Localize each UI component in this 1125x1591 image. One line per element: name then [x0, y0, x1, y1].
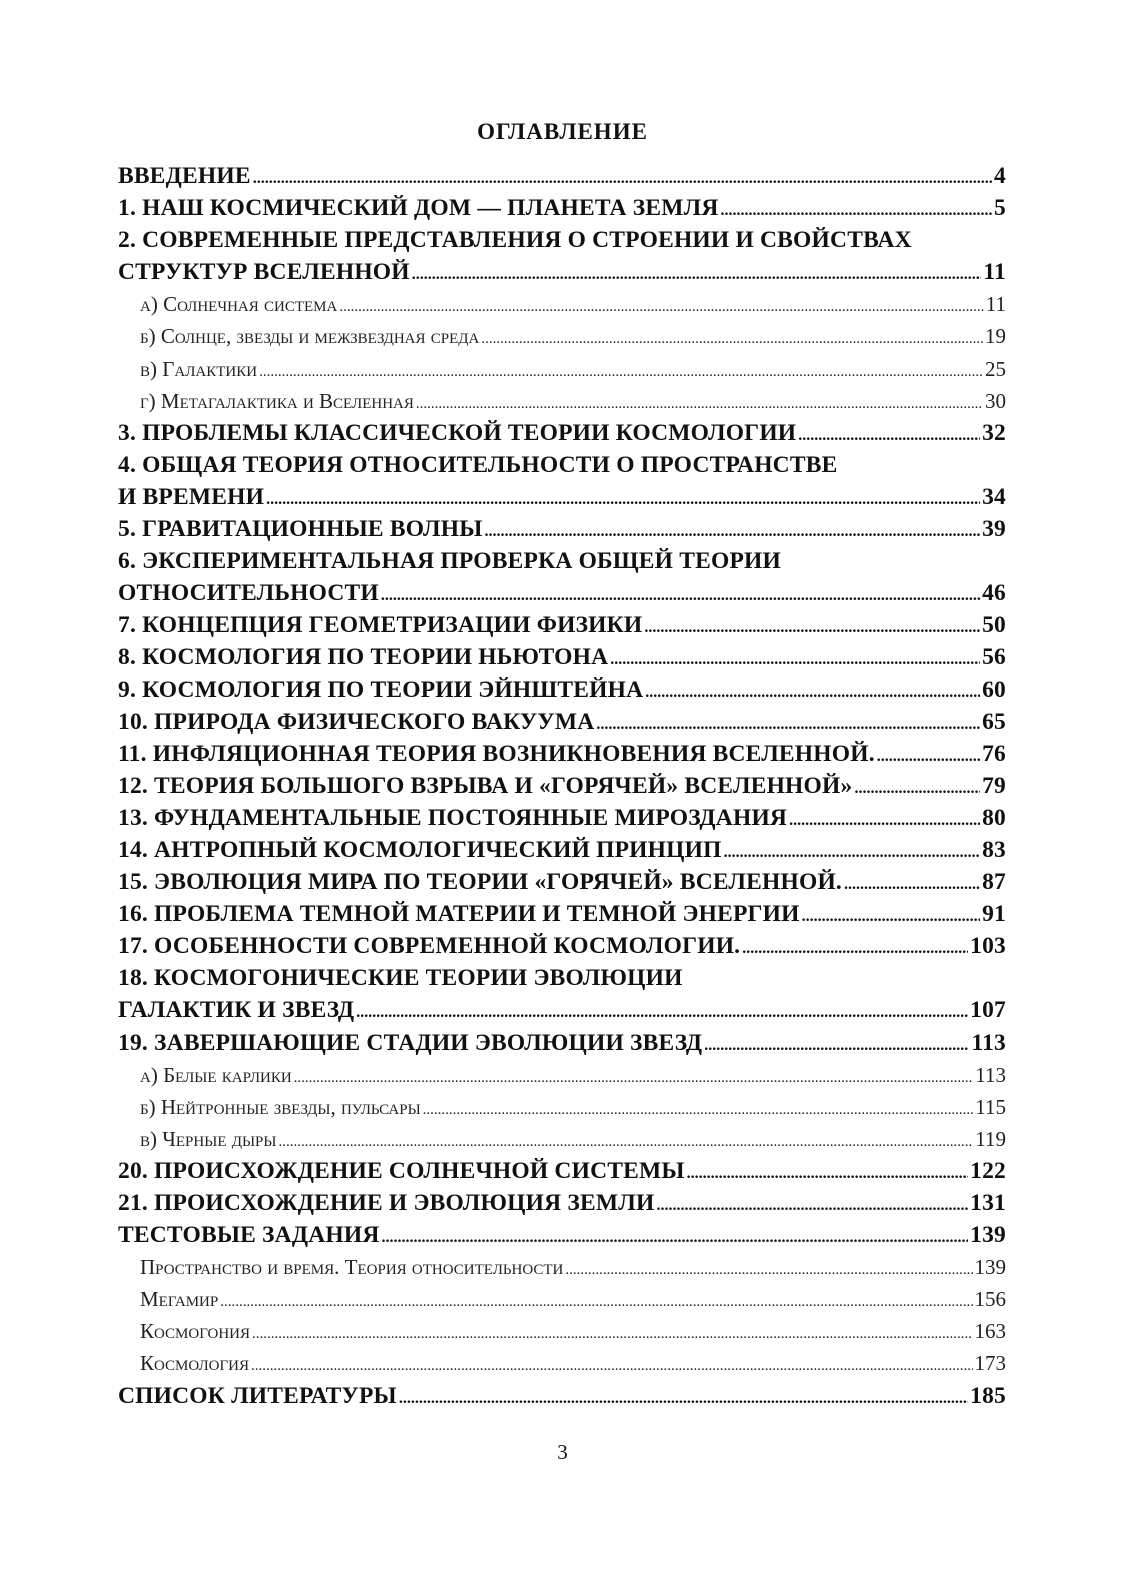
- toc-entry-label: 5. ГРАВИТАЦИОННЫЕ ВОЛНЫ: [118, 516, 483, 543]
- toc-entry-label: 2. СОВРЕМЕННЫЕ ПРЕДСТАВЛЕНИЯ О СТРОЕНИИ И СВОЙСТВАХ: [118, 227, 912, 254]
- toc-entry-label: 18. КОСМОГОНИЧЕСКИЕ ТЕОРИИ ЭВОЛЮЦИИ: [118, 965, 683, 992]
- toc-entry[interactable]: [118, 738, 1006, 770]
- toc-entry-label: 11. ИНФЛЯЦИОННАЯ ТЕОРИЯ ВОЗНИКНОВЕНИЯ ВСЕЛЕННОЙ.: [118, 740, 875, 767]
- toc-dot-leader: [645, 674, 980, 706]
- toc-dot-leader: [854, 770, 980, 802]
- toc-entry-label: Космогония: [140, 1319, 250, 1344]
- toc-dot-leader: [798, 417, 980, 449]
- toc-title: ОГЛАВЛЕНИЕ: [477, 119, 648, 144]
- toc-entry-page: 46: [982, 580, 1006, 607]
- toc-dot-leader: [259, 353, 983, 385]
- toc-entry-label: ВВЕДЕНИЕ: [118, 163, 251, 189]
- toc-entry-page: 39: [982, 516, 1006, 543]
- toc-entry-page: 113: [971, 1029, 1006, 1056]
- toc-entry-label: 21. ПРОИСХОЖДЕНИЕ И ЭВОЛЮЦИЯ ЗЕМЛИ: [118, 1190, 655, 1216]
- toc-entry[interactable]: [118, 1219, 1006, 1251]
- toc-entry-page: 173: [974, 1351, 1006, 1376]
- toc-entry-label: 7. КОНЦЕПЦИЯ ГЕОМЕТРИЗАЦИИ ФИЗИКИ: [118, 612, 643, 639]
- toc-entry-label: 9. КОСМОЛОГИЯ ПО ТЕОРИИ ЭЙНШТЕЙНА: [118, 676, 644, 703]
- toc-entry-page: 19: [985, 324, 1006, 349]
- toc-entry[interactable]: [118, 1155, 1006, 1187]
- toc-entry-label: а) Белые карлики: [140, 1062, 292, 1087]
- toc-dot-leader: [294, 1059, 974, 1091]
- toc-entry[interactable]: [118, 674, 1006, 706]
- toc-dot-leader: [423, 1091, 974, 1123]
- toc-entry-page: 87: [982, 869, 1006, 896]
- toc-entry-label: 6. ЭКСПЕРИМЕНТАЛЬНАЯ ПРОВЕРКА ОБЩЕЙ ТЕОРИИ: [118, 548, 781, 575]
- toc-entry-label: 14. АНТРОПНЫЙ КОСМОЛОГИЧЕСКИЙ ПРИНЦИП: [118, 836, 722, 863]
- toc-entry-label: Пространство и время. Теория относительности: [140, 1255, 564, 1280]
- toc-entry[interactable]: [118, 385, 1006, 417]
- toc-dot-leader: [742, 930, 968, 962]
- toc-entry-page: 185: [970, 1382, 1006, 1409]
- toc-entry-label: ОТНОСИТЕЛЬНОСТИ: [118, 580, 379, 607]
- toc-entry[interactable]: [118, 1091, 1006, 1123]
- toc-entry[interactable]: [118, 834, 1006, 866]
- toc-dot-leader: [844, 866, 980, 898]
- toc-dot-leader: [644, 609, 980, 641]
- toc-entry-page: 131: [970, 1190, 1006, 1216]
- toc-entry-label: 1. НАШ КОСМИЧЕСКИЙ ДОМ — ПЛАНЕТА ЗЕМЛЯ: [118, 195, 719, 222]
- toc-entry-label: СПИСОК ЛИТЕРАТУРЫ: [118, 1382, 397, 1409]
- toc-entry[interactable]: [118, 192, 1006, 224]
- toc-entry-label: в) Черные дыры: [140, 1126, 277, 1151]
- toc-entry[interactable]: [118, 1283, 1006, 1315]
- toc-entry[interactable]: [118, 1187, 1006, 1219]
- toc-entry-page: 65: [982, 708, 1006, 735]
- toc-entry[interactable]: [118, 802, 1006, 834]
- toc-dot-leader: [266, 481, 980, 513]
- toc-entry-label: 19. ЗАВЕРШАЮЩИЕ СТАДИИ ЭВОЛЮЦИИ ЗВЕЗД: [118, 1029, 703, 1056]
- toc-dot-leader: [339, 288, 983, 320]
- toc-entry-label: 10. ПРИРОДА ФИЗИЧЕСКОГО ВАКУУМА: [118, 708, 595, 735]
- toc-entry-label: г) Метагалактика и Вселенная: [140, 388, 414, 413]
- toc-entry-label: ТЕСТОВЫЕ ЗАДАНИЯ: [118, 1222, 380, 1249]
- toc-dot-leader: [565, 1251, 972, 1283]
- toc-entry[interactable]: [118, 449, 1006, 481]
- toc-entry-label: И ВРЕМЕНИ: [118, 483, 265, 510]
- toc-entry-label: СТРУКТУР ВСЕЛЕННОЙ: [118, 259, 410, 286]
- toc-entry-label: ГАЛАКТИК И ЗВЕЗД: [118, 997, 355, 1024]
- toc-entry-label: Мегамир: [140, 1287, 219, 1312]
- toc-entry-label: в) Галактики: [140, 356, 258, 381]
- toc-entry[interactable]: [118, 545, 1006, 577]
- toc-entry-label: Космология: [140, 1351, 249, 1376]
- toc-entry[interactable]: [118, 1315, 1006, 1347]
- toc-dot-leader: [721, 192, 993, 224]
- toc-entry[interactable]: [118, 288, 1006, 320]
- toc-entry-page: 60: [982, 676, 1006, 703]
- toc-entry[interactable]: [118, 577, 1006, 609]
- toc-entry[interactable]: [118, 320, 1006, 352]
- toc-entry-label: 12. ТЕОРИЯ БОЛЬШОГО ВЗРЫВА И «ГОРЯЧЕЙ» ВСЕЛЕННОЙ»: [118, 772, 853, 799]
- toc-entry-label: 17. ОСОБЕННОСТИ СОВРЕМЕННОЙ КОСМОЛОГИИ.: [118, 933, 741, 960]
- page-number: 3: [557, 1440, 568, 1464]
- toc-entry-label: 3. ПРОБЛЕМЫ КЛАССИЧЕСКОЙ ТЕОРИИ КОСМОЛОГИИ: [118, 419, 797, 446]
- table-of-contents: [118, 160, 1006, 1412]
- toc-entry-page: 32: [982, 419, 1006, 446]
- toc-dot-leader: [610, 641, 980, 673]
- toc-entry[interactable]: [118, 641, 1006, 673]
- toc-entry-page: 11: [985, 292, 1006, 317]
- toc-entry[interactable]: [118, 706, 1006, 738]
- toc-entry-page: 50: [982, 612, 1006, 639]
- toc-entry-page: 113: [975, 1062, 1006, 1087]
- toc-entry[interactable]: [118, 1380, 1006, 1412]
- toc-entry-page: 163: [974, 1319, 1006, 1344]
- toc-entry-page: 115: [975, 1094, 1006, 1119]
- toc-dot-leader: [789, 802, 980, 834]
- toc-entry[interactable]: [118, 224, 1006, 256]
- toc-dot-leader: [399, 1380, 968, 1412]
- toc-entry[interactable]: [118, 1251, 1006, 1283]
- toc-dot-leader: [656, 1187, 968, 1219]
- toc-entry-label: 20. ПРОИСХОЖДЕНИЕ СОЛНЕЧНОЙ СИСТЕМЫ: [118, 1157, 685, 1184]
- toc-dot-leader: [704, 1027, 969, 1059]
- toc-dot-leader: [382, 1219, 969, 1251]
- toc-dot-leader: [481, 320, 983, 352]
- toc-entry-label: 4. ОБЩАЯ ТЕОРИЯ ОТНОСИТЕЛЬНОСТИ О ПРОСТРАНСТВЕ: [118, 451, 838, 478]
- toc-entry[interactable]: [118, 256, 1006, 288]
- toc-entry-page: 83: [982, 836, 1006, 863]
- toc-entry-label: 15. ЭВОЛЮЦИЯ МИРА ПО ТЕОРИИ «ГОРЯЧЕЙ» ВСЕЛЕННОЙ.: [118, 869, 843, 896]
- toc-entry-page: 5: [994, 195, 1006, 222]
- toc-entry-page: 11: [983, 259, 1006, 286]
- toc-entry-label: 13. ФУНДАМЕНТАЛЬНЫЕ ПОСТОЯННЫЕ МИРОЗДАНИЯ: [118, 804, 788, 831]
- toc-dot-leader: [802, 898, 980, 930]
- toc-entry[interactable]: [118, 160, 1006, 192]
- toc-entry-label: 16. ПРОБЛЕМА ТЕМНОЙ МАТЕРИИ И ТЕМНОЙ ЭНЕРГИИ: [118, 901, 800, 928]
- toc-entry[interactable]: [118, 609, 1006, 641]
- toc-dot-leader: [381, 577, 980, 609]
- toc-entry-label: б) Солнце, звезды и межзвездная среда: [140, 324, 480, 349]
- toc-dot-leader: [252, 1315, 973, 1347]
- toc-entry[interactable]: [118, 481, 1006, 513]
- toc-entry-page: 119: [975, 1126, 1006, 1151]
- toc-entry[interactable]: [118, 930, 1006, 962]
- toc-dot-leader: [356, 994, 968, 1026]
- toc-entry-page: 76: [982, 740, 1006, 767]
- toc-entry-page: 79: [982, 772, 1006, 799]
- toc-entry[interactable]: [118, 1027, 1006, 1059]
- toc-entry-page: 103: [970, 933, 1006, 960]
- toc-dot-leader: [412, 256, 982, 288]
- toc-entry[interactable]: [118, 898, 1006, 930]
- toc-entry[interactable]: [118, 770, 1006, 802]
- toc-entry-page: 56: [982, 644, 1006, 671]
- toc-dot-leader: [220, 1283, 972, 1315]
- toc-entry[interactable]: [118, 353, 1006, 385]
- toc-entry-page: 122: [970, 1157, 1006, 1184]
- toc-dot-leader: [484, 513, 980, 545]
- toc-dot-leader: [724, 834, 981, 866]
- toc-dot-leader: [687, 1155, 968, 1187]
- toc-entry[interactable]: [118, 1347, 1006, 1379]
- toc-dot-leader: [253, 160, 992, 192]
- toc-entry-page: 139: [970, 1222, 1006, 1249]
- toc-entry-page: 139: [974, 1255, 1006, 1280]
- toc-dot-leader: [278, 1123, 973, 1155]
- toc-entry-label: б) Нейтронные звезды, пульсары: [140, 1094, 421, 1119]
- toc-entry[interactable]: [118, 1059, 1006, 1091]
- toc-dot-leader: [877, 738, 980, 770]
- toc-entry-label: а) Солнечная система: [140, 292, 338, 317]
- toc-dot-leader: [251, 1347, 973, 1379]
- toc-entry-page: 25: [985, 356, 1006, 381]
- toc-entry[interactable]: [118, 513, 1006, 545]
- toc-entry[interactable]: [118, 994, 1006, 1026]
- toc-entry[interactable]: [118, 417, 1006, 449]
- toc-entry[interactable]: [118, 962, 1006, 994]
- toc-entry-page: 4: [994, 163, 1006, 189]
- toc-entry[interactable]: [118, 866, 1006, 898]
- toc-entry-page: 30: [985, 388, 1006, 413]
- toc-entry-page: 156: [974, 1287, 1006, 1312]
- toc-entry-page: 91: [982, 901, 1006, 928]
- toc-entry-page: 80: [982, 804, 1006, 831]
- toc-entry-label: 8. КОСМОЛОГИЯ ПО ТЕОРИИ НЬЮТОНА: [118, 644, 609, 671]
- toc-dot-leader: [596, 706, 980, 738]
- toc-entry[interactable]: [118, 1123, 1006, 1155]
- toc-entry-page: 107: [970, 997, 1006, 1024]
- toc-entry-page: 34: [982, 483, 1006, 510]
- toc-dot-leader: [416, 385, 983, 417]
